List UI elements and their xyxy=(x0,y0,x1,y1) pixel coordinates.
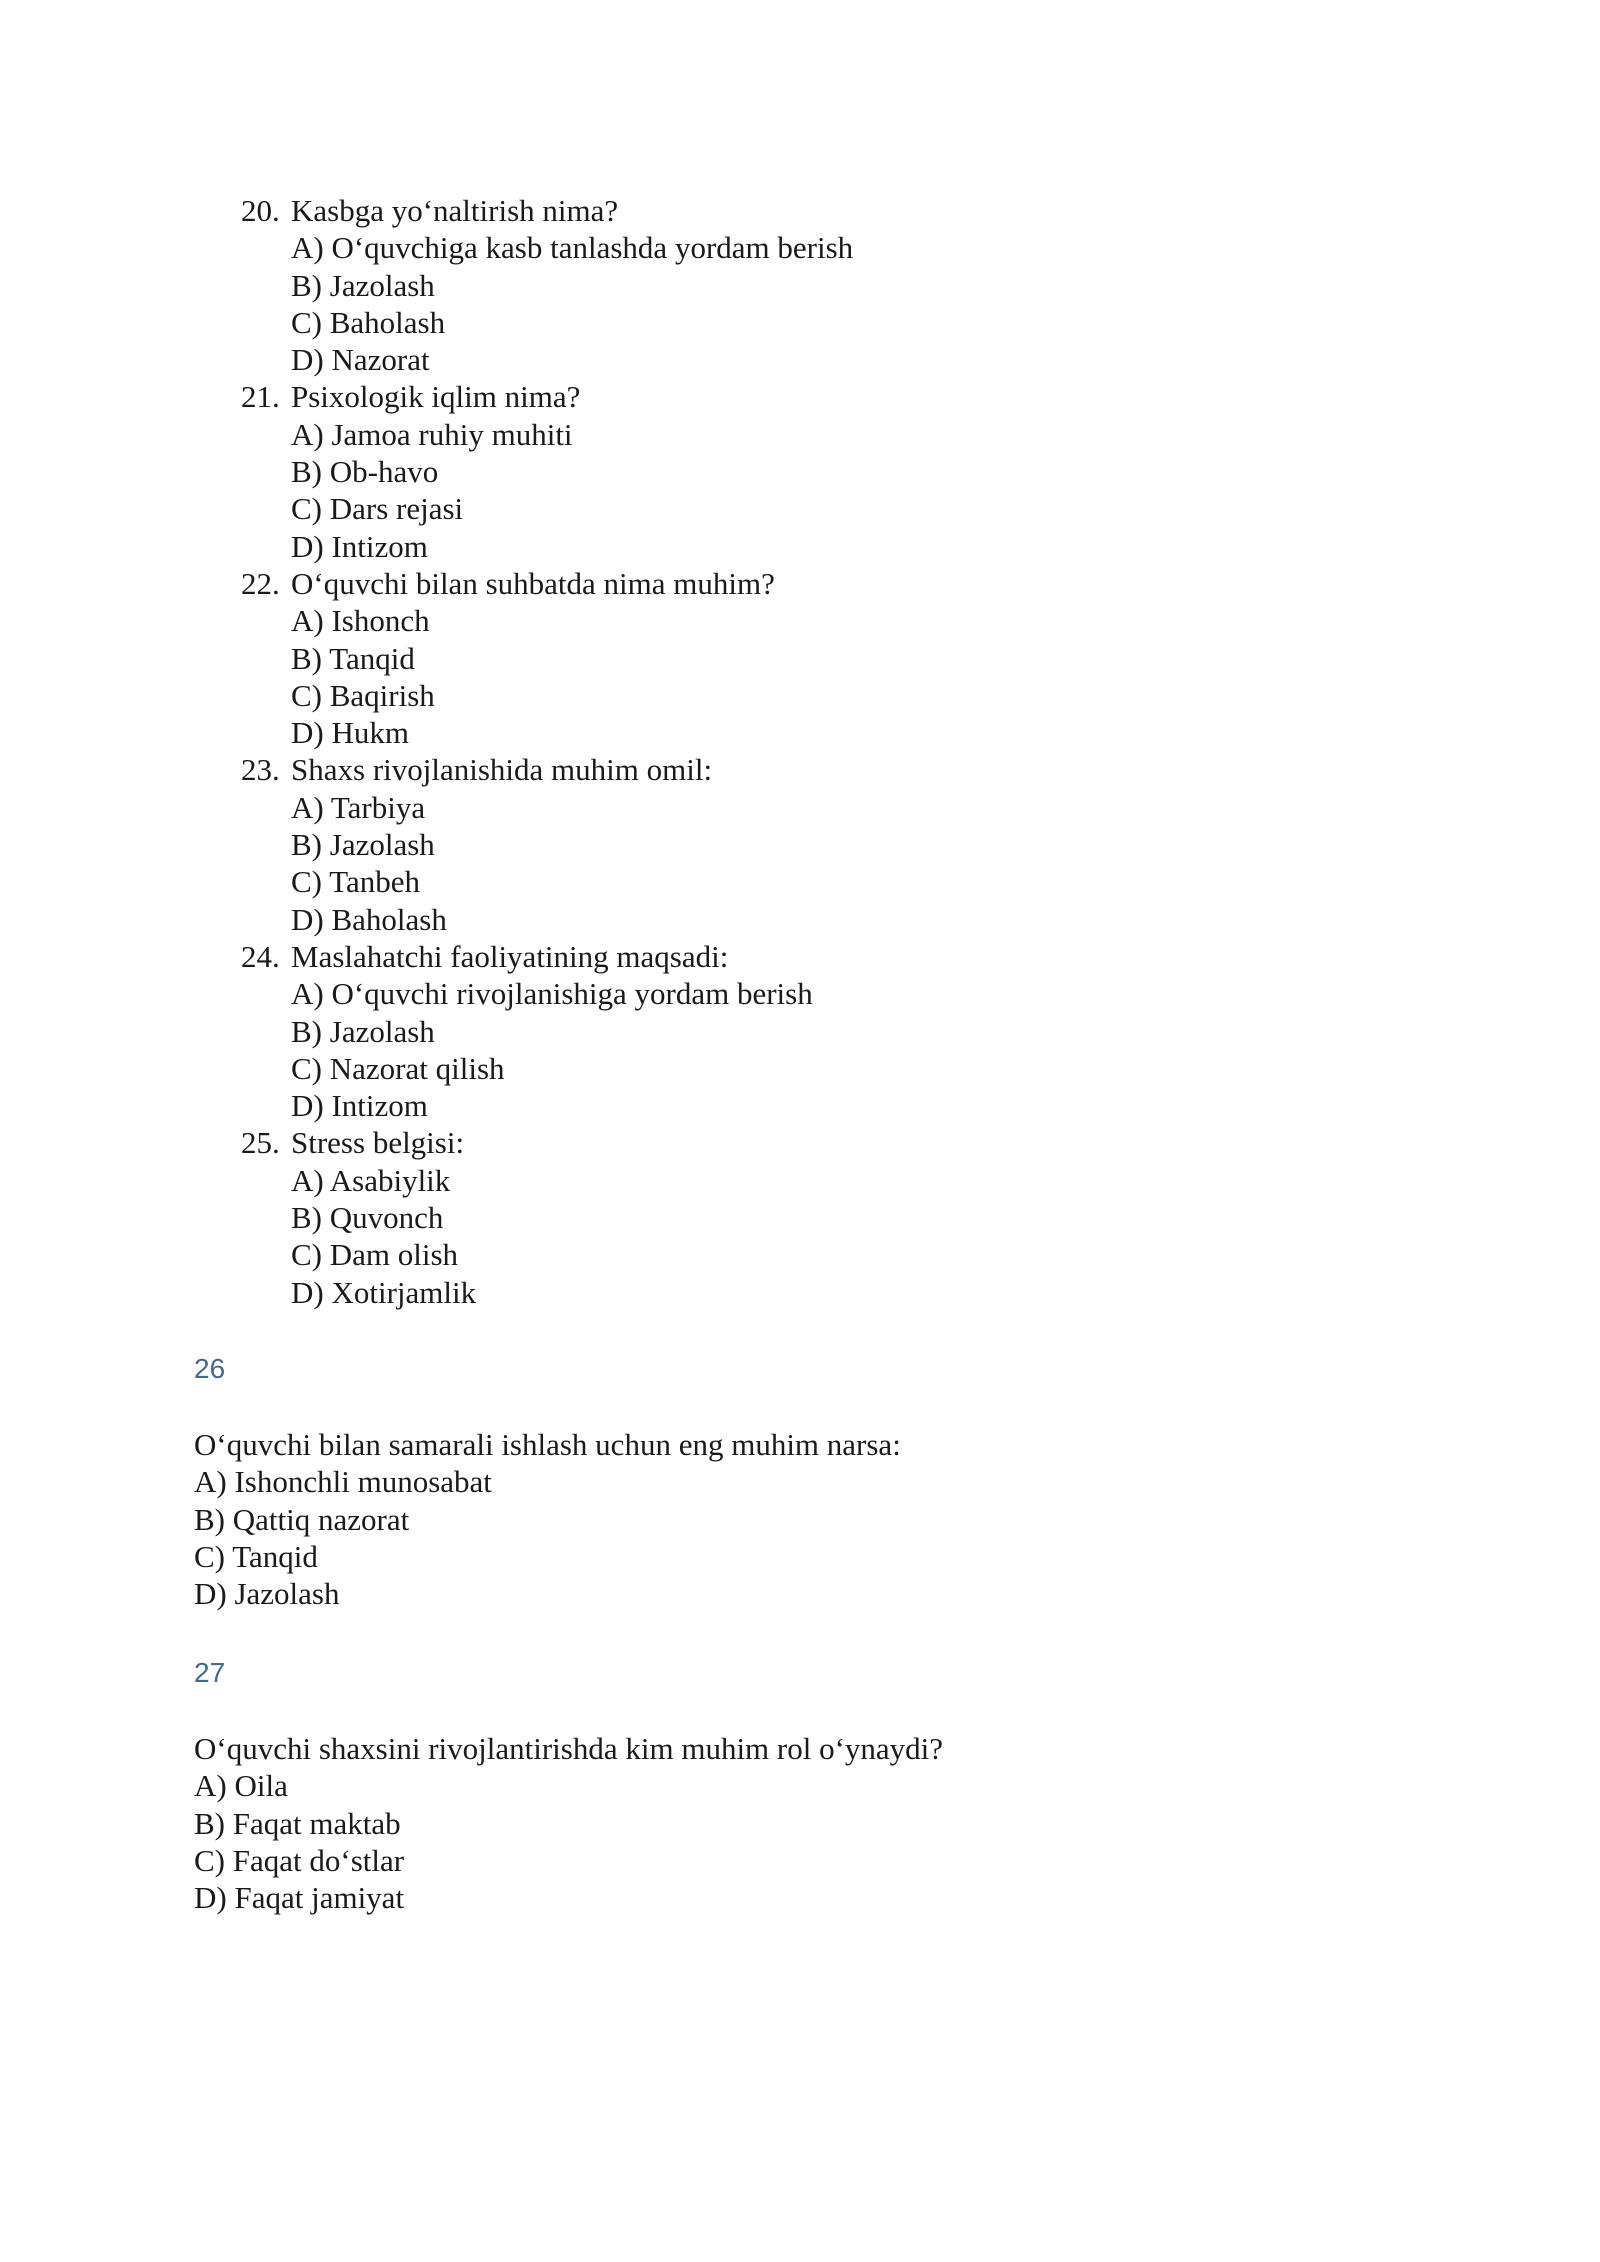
option-a: A) Ishonchli munosabat xyxy=(194,1464,492,1500)
section-question: O‘quvchi shaxsini rivojlantirishda kim muhim rol o‘ynaydi? xyxy=(194,1731,944,1766)
question-number: 20. xyxy=(241,193,280,228)
option-d: D) Baholash xyxy=(291,901,447,937)
question-item xyxy=(241,192,1341,378)
question-text: Stress belgisi: xyxy=(291,1125,465,1161)
option-a: A) Jamoa ruhiy muhiti xyxy=(291,416,573,452)
question-number: 23. xyxy=(241,752,280,788)
option-c: C) Dars rejasi xyxy=(291,491,464,527)
section-heading-26: 26 xyxy=(194,1353,226,1384)
question-item xyxy=(241,565,1341,751)
question-line xyxy=(241,938,1341,975)
question-item xyxy=(241,1124,1341,1310)
question-text: Shaxs rivojlanishida muhim omil: xyxy=(291,752,713,788)
question-number: 24. xyxy=(241,938,280,974)
question-text: Kasbga yo‘naltirish nima? xyxy=(291,193,619,228)
question-line xyxy=(241,192,1341,229)
question-text: O‘quvchi bilan suhbatda nima muhim? xyxy=(291,565,775,601)
option-b: B) Qattiq nazorat xyxy=(194,1501,410,1537)
option-b: B) Tanqid xyxy=(291,640,415,676)
option-d: D) Hukm xyxy=(291,715,409,751)
option-a: A) Asabiylik xyxy=(291,1162,451,1198)
option-b: B) Jazolash xyxy=(291,267,435,303)
section-question: O‘quvchi bilan samarali ishlash uchun eng muhim narsa: xyxy=(194,1427,901,1462)
question-number: 22. xyxy=(241,565,280,601)
option-a: A) Oila xyxy=(194,1768,288,1804)
option-b: B) Jazolash xyxy=(291,827,435,863)
option-a: A) O‘quvchi rivojlanishiga yordam berish xyxy=(291,976,813,1012)
option-b: B) Quvonch xyxy=(291,1200,444,1236)
section-body-27 xyxy=(194,1730,1394,1916)
option-c: C) Baqirish xyxy=(291,677,435,713)
option-a: A) Tarbiya xyxy=(291,789,426,825)
section-heading-27: 27 xyxy=(194,1657,226,1688)
option-c: C) Baholash xyxy=(291,304,446,340)
option-a: A) Ishonch xyxy=(291,603,430,639)
question-item xyxy=(241,378,1341,564)
option-b: B) Jazolash xyxy=(291,1013,435,1049)
option-c: C) Tanbeh xyxy=(291,864,420,900)
option-c: C) Tanqid xyxy=(194,1538,318,1574)
option-d: D) Xotirjamlik xyxy=(291,1274,477,1310)
question-item xyxy=(241,751,1341,937)
option-b: B) Ob-havo xyxy=(291,454,439,490)
section-body-26 xyxy=(194,1426,1394,1612)
option-d: D) Faqat jamiyat xyxy=(194,1880,405,1916)
question-number: 21. xyxy=(241,379,280,415)
question-line xyxy=(241,751,1341,788)
question-item xyxy=(241,938,1341,1124)
option-d: D) Nazorat xyxy=(291,342,430,378)
question-line xyxy=(241,565,1341,602)
option-c: C) Faqat do‘stlar xyxy=(194,1842,405,1878)
question-text: Maslahatchi faoliyatining maqsadi: xyxy=(291,938,729,974)
option-a: A) O‘quvchiga kasb tanlashda yordam berish xyxy=(291,230,854,266)
option-c: C) Nazorat qilish xyxy=(291,1050,505,1086)
question-line xyxy=(241,1124,1341,1161)
option-d: D) Intizom xyxy=(291,528,428,564)
numbered-question-list xyxy=(241,192,1341,1311)
question-line xyxy=(241,378,1341,415)
question-number: 25. xyxy=(241,1125,280,1161)
option-b: B) Faqat maktab xyxy=(194,1805,401,1841)
option-d: D) Jazolash xyxy=(194,1576,340,1612)
option-c: C) Dam olish xyxy=(291,1237,459,1273)
question-text: Psixologik iqlim nima? xyxy=(291,379,581,415)
option-d: D) Intizom xyxy=(291,1088,428,1124)
